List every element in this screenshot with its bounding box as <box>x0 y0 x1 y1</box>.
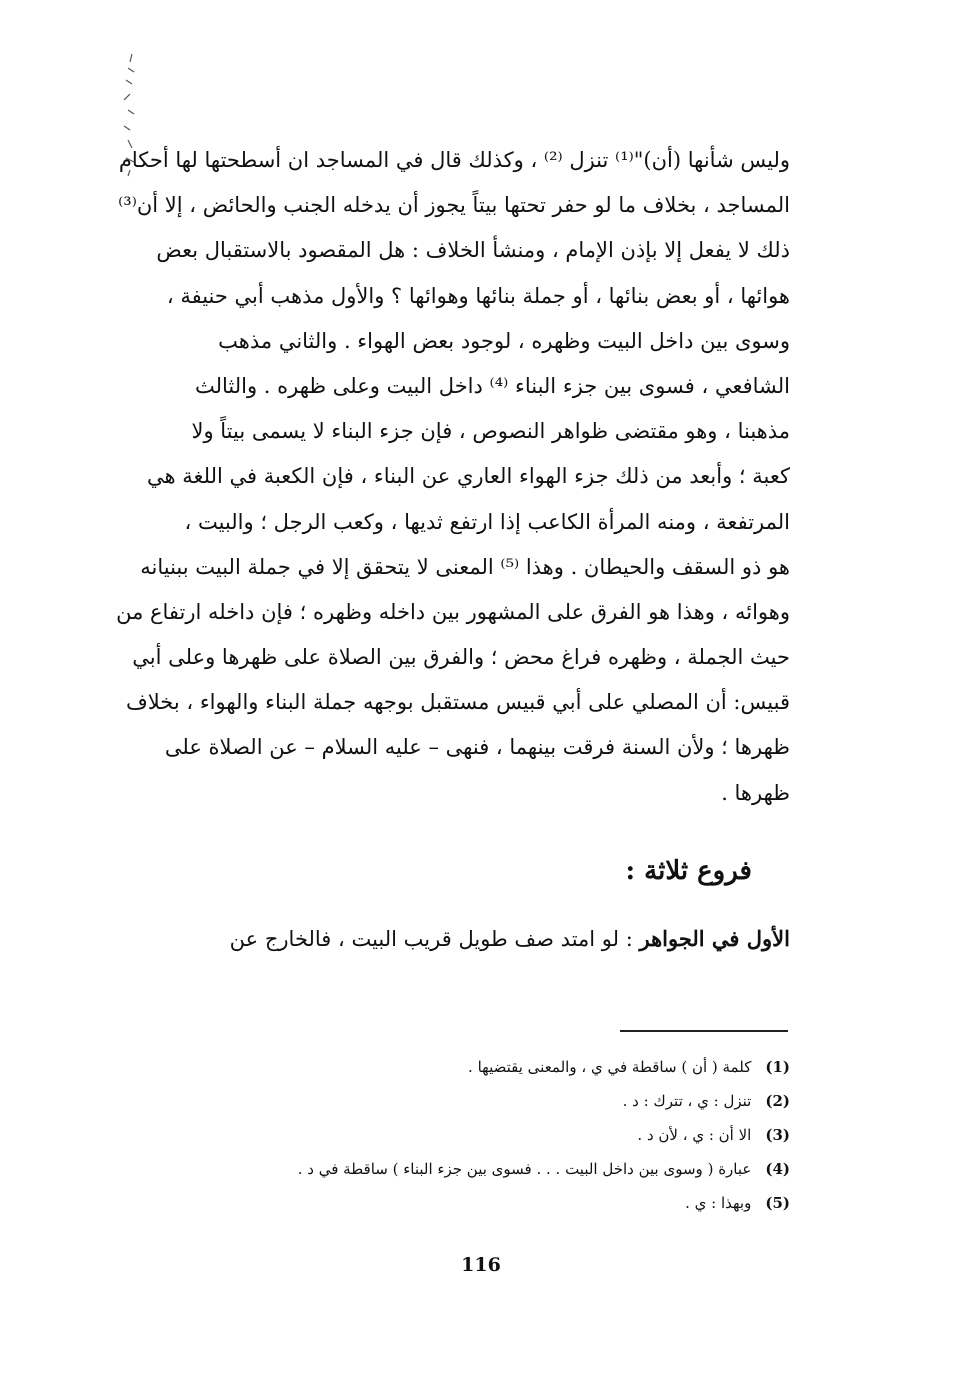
text-line: وسوى بين داخل البيت وظهره ، لوجود بعض الهواء . والثاني مذهب <box>218 328 790 353</box>
footnote-item <box>150 1084 790 1118</box>
text-line: وهوائه ، وهذا هو الفرق على المشهور بين داخله وظهره ؛ فإن داخله ارتفاع من <box>116 599 790 624</box>
section-first-paragraph <box>120 916 790 962</box>
footnote-number: (3) <box>765 1126 790 1144</box>
footnote-text: عبارة ( وسوى بين داخل البيت . . . فسوى بين جزء البناء ) ساقطة في د . <box>297 1160 752 1178</box>
text-line: حيث الجملة ، وظهره فراغ محض ؛ والفرق بين الصلاة على ظهرها وعلى أبي <box>132 645 790 670</box>
footnote-text: تنزل : ي ، تترك : د . <box>622 1092 752 1110</box>
footnote-number: (2) <box>765 1092 790 1110</box>
footnotes-block <box>150 1050 790 1220</box>
paragraph-lead: الأول في الجواهر <box>639 926 790 951</box>
text-line: كعبة ؛ وأبعد من ذلك جزء الهواء العاري عن البناء ، فإن الكعبة في اللغة هي <box>146 464 790 489</box>
footnote-number: (1) <box>765 1058 790 1076</box>
text-line: ذلك لا يفعل إلا بإذن الإمام ، ومنشأ الخلاف : هل المقصود بالاستقبال بعض <box>156 238 790 263</box>
text-line: قبيس: أن المصلي على أبي قبيس مستقبل بوجهه جملة البناء والهواء ، بخلاف <box>125 690 790 715</box>
text-line: وليس شأنها (أن)"⁽¹⁾ تنزل ⁽²⁾ ، وكذلك قال في المساجد ان أسطحتها لها أحكام <box>118 148 790 172</box>
footnote-text: كلمة ( أن ) ساقطة في ي ، والمعنى يقتضيها . <box>468 1058 752 1076</box>
footnote-text: الا أن : ي ، لأن د . <box>637 1126 752 1144</box>
footnote-number: (5) <box>765 1194 790 1212</box>
footnote-item <box>150 1186 790 1220</box>
text-line: ظهرها . <box>721 780 790 805</box>
footnote-divider <box>620 1030 788 1032</box>
text-line: هو ذو السقف والحيطان . وهذا ⁽⁵⁾ المعنى لا يتحقق إلا في جملة البيت ببنيانه <box>140 554 790 579</box>
footnote-item <box>150 1152 790 1186</box>
text-line: المساجد ، بخلاف ما لو حفر تحتها بيتاً يجوز أن يدخله الجنب والحائض ، إلا أن⁽³⁾ <box>118 193 790 218</box>
page-number: 116 <box>461 1254 501 1276</box>
footnote-number: (4) <box>765 1160 790 1178</box>
footnote-text: وبهذا : ي . <box>685 1194 752 1212</box>
footnote-item <box>150 1050 790 1084</box>
text-line: الشافعي ، فسوى بين جزء البناء ⁽⁴⁾ داخل البيت وعلى ظهره . والثالث <box>194 373 790 398</box>
text-line: هوائها ، أو بعض بنائها ، أو جملة بنائها وهوائها ؟ والأول مذهب أبي حنيفة ، <box>166 283 790 308</box>
main-text-block <box>116 138 790 816</box>
text-line: مذهبنا ، وهو مقتضى ظواهر النصوص ، فإن جزء البناء لا يسمى بيتاً ولا <box>191 419 790 444</box>
text-line: ظهرها ؛ ولأن السنة فرقت بينهما ، فنهى – عليه السلام – عن الصلاة على <box>164 735 790 760</box>
section-heading: فروع ثلاثة : <box>625 856 752 886</box>
text-line: المرتفعة ، ومنه المرأة الكاعب إذا ارتفع ثديها ، وكعب الرجل ؛ والبيت ، <box>184 509 790 534</box>
footnote-item <box>150 1118 790 1152</box>
paragraph-text: : لو امتد صف طويل قريب البيت ، فالخارج عن <box>229 927 640 951</box>
